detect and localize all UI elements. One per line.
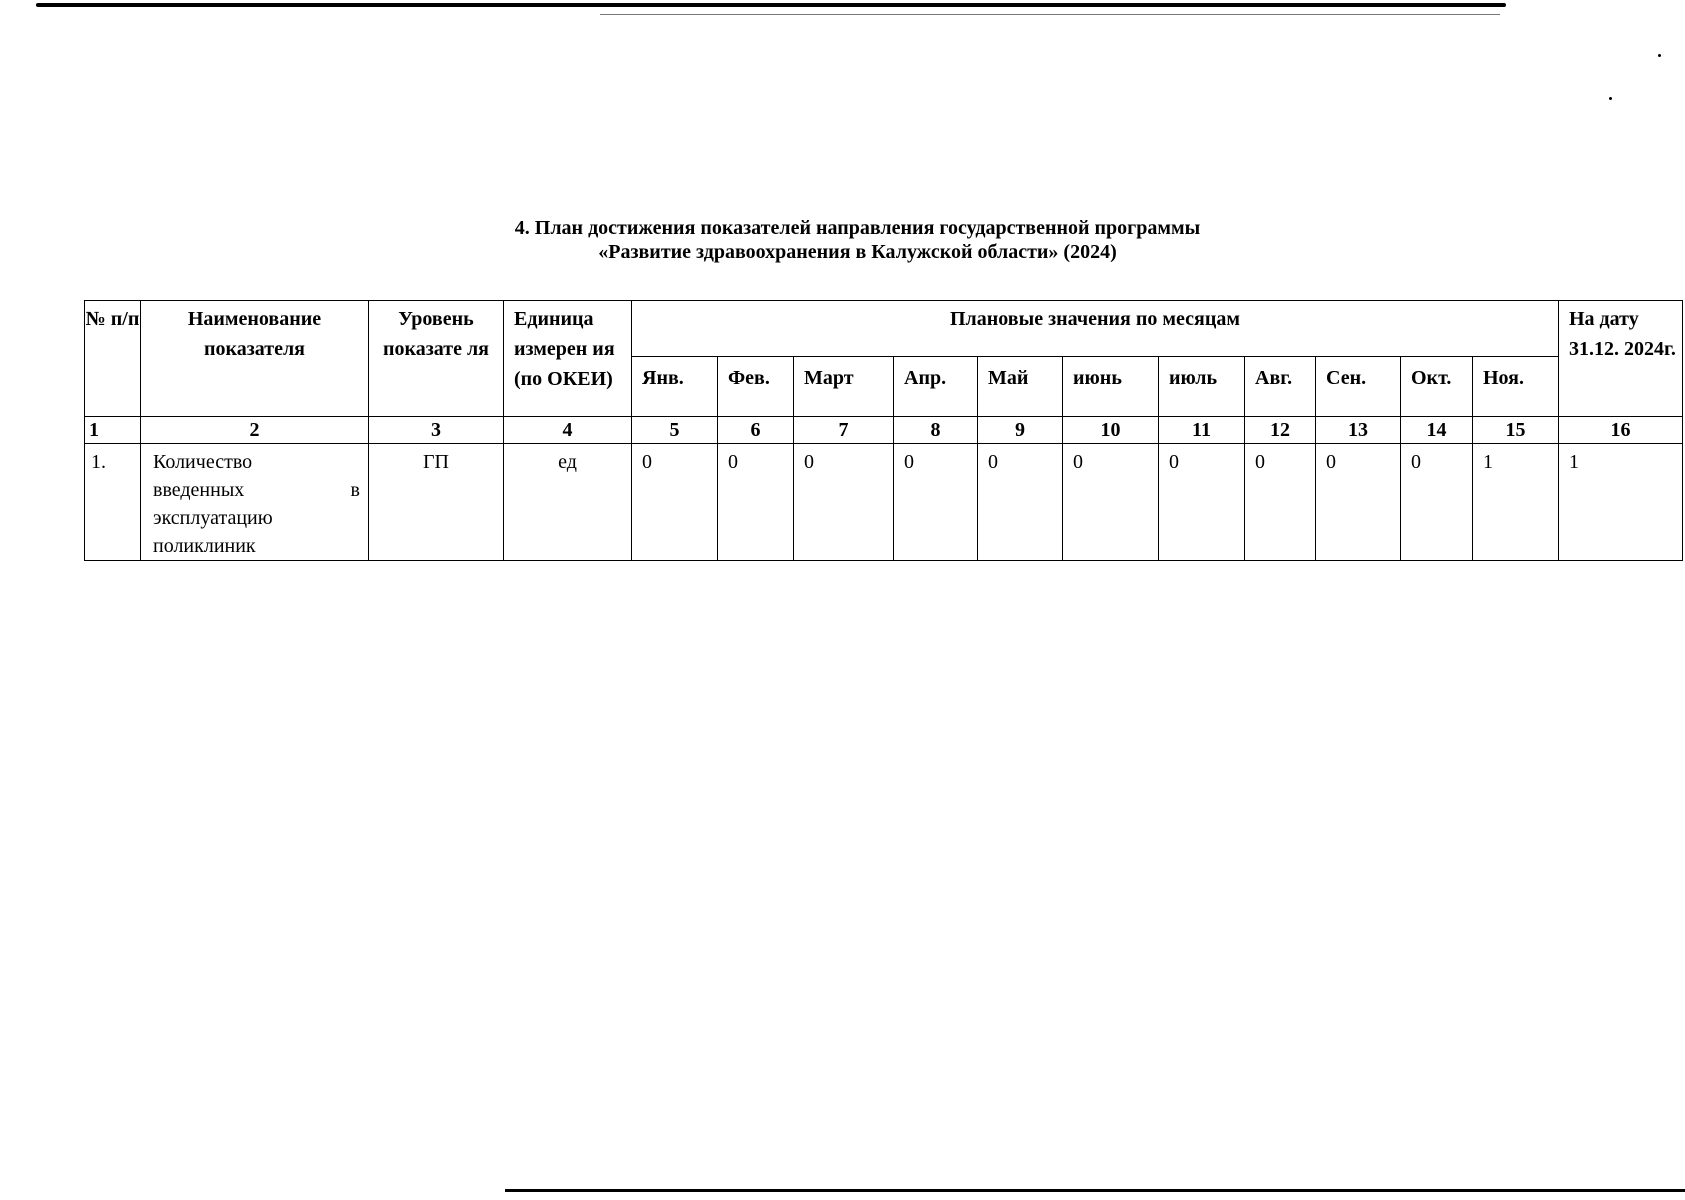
indicator-name-word: введенных — [153, 479, 245, 501]
on-date-value: 1 — [1559, 444, 1683, 561]
month-header: июнь — [1063, 357, 1159, 417]
column-number: 7 — [794, 417, 894, 444]
indicator-name-line: эксплуатацию — [153, 507, 273, 529]
column-number: 2 — [141, 417, 369, 444]
column-number: 5 — [632, 417, 718, 444]
scan-edge-top-thin — [600, 14, 1500, 15]
monthly-value: 0 — [632, 444, 718, 561]
column-number: 13 — [1316, 417, 1401, 444]
column-number: 16 — [1559, 417, 1683, 444]
header-on-date: На дату 31.12. 2024г. — [1559, 301, 1683, 417]
month-header: Авг. — [1245, 357, 1316, 417]
indicator-name — [141, 444, 369, 561]
header-name: Наименование показателя — [141, 301, 369, 417]
month-header: Апр. — [894, 357, 978, 417]
column-number: 4 — [504, 417, 632, 444]
indicator-name-word: в — [350, 479, 360, 501]
scan-edge-bottom — [505, 1189, 1685, 1192]
column-number-row — [85, 417, 1683, 444]
row-number: 1. — [85, 444, 141, 561]
monthly-value: 0 — [978, 444, 1063, 561]
month-header: Янв. — [632, 357, 718, 417]
month-header: Март — [794, 357, 894, 417]
indicator-unit: ед — [504, 444, 632, 561]
column-number: 11 — [1159, 417, 1245, 444]
monthly-value: 0 — [794, 444, 894, 561]
plan-table — [84, 300, 1683, 561]
column-number: 15 — [1473, 417, 1559, 444]
column-number: 14 — [1401, 417, 1473, 444]
column-number: 12 — [1245, 417, 1316, 444]
header-unit: Единица измерен ия (по ОКЕИ) — [504, 301, 632, 417]
month-header: июль — [1159, 357, 1245, 417]
column-number: 3 — [369, 417, 504, 444]
indicator-name-line: поликлиник — [153, 535, 256, 557]
monthly-value: 0 — [1401, 444, 1473, 561]
monthly-value: 0 — [1159, 444, 1245, 561]
table-row — [85, 444, 1683, 561]
monthly-value: 0 — [1245, 444, 1316, 561]
column-number: 8 — [894, 417, 978, 444]
scan-edge-top — [36, 3, 1506, 7]
month-header: Ноя. — [1473, 357, 1559, 417]
column-number: 1 — [85, 417, 141, 444]
header-level: Уровень показате ля — [369, 301, 504, 417]
indicator-name-line — [153, 476, 360, 504]
scan-speck — [1609, 97, 1612, 100]
title-line-2: «Развитие здравоохранения в Калужской области» (2024) — [598, 241, 1117, 263]
header-plan-group: Плановые значения по месяцам — [632, 301, 1559, 357]
month-header: Сен. — [1316, 357, 1401, 417]
monthly-value: 0 — [1063, 444, 1159, 561]
column-number: 6 — [718, 417, 794, 444]
monthly-value: 0 — [1316, 444, 1401, 561]
document-title — [0, 216, 1685, 264]
monthly-value: 0 — [718, 444, 794, 561]
month-header: Фев. — [718, 357, 794, 417]
column-number: 10 — [1063, 417, 1159, 444]
header-num: № п/п — [85, 301, 141, 417]
indicator-level: ГП — [369, 444, 504, 561]
title-line-1: 4. План достижения показателей направления государственной программы — [514, 217, 1201, 239]
month-header: Окт. — [1401, 357, 1473, 417]
column-number: 9 — [978, 417, 1063, 444]
month-header: Май — [978, 357, 1063, 417]
indicator-name-line: Количество — [153, 451, 253, 473]
monthly-value: 0 — [894, 444, 978, 561]
monthly-value: 1 — [1473, 444, 1559, 561]
scan-speck — [1658, 54, 1661, 57]
